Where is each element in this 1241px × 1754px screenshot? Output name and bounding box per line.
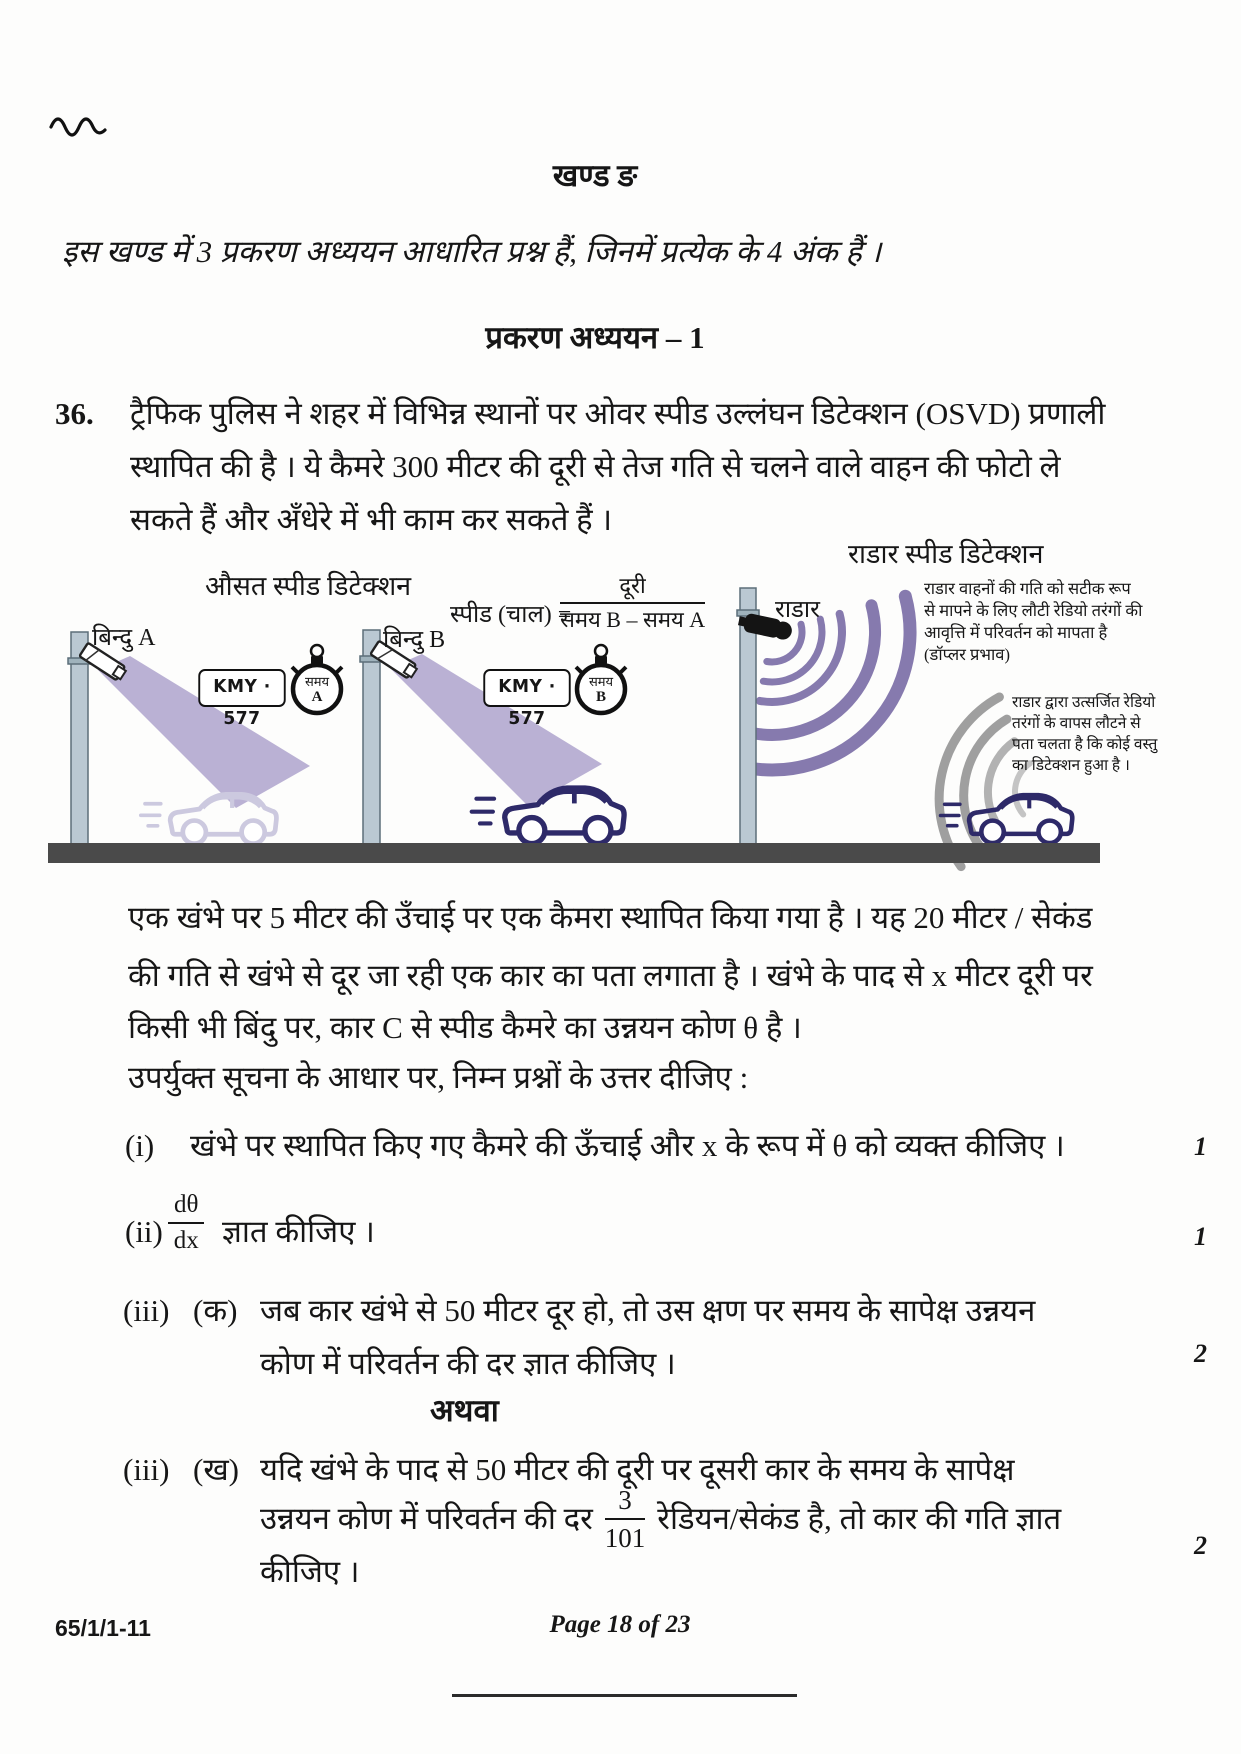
subq3b-marks: 2 — [1194, 1531, 1207, 1560]
subq1-marks: 1 — [1194, 1132, 1207, 1161]
subq3b-sublabel: (ख) — [193, 1452, 240, 1487]
subq1-text: खंभे पर स्थापित किए गए कैमरे की ऊँचाई और x के रूप में θ को व्यक्त कीजिए । — [190, 1128, 1065, 1163]
subq3b-line2-after: रेडियन/सेकंड है, तो कार की गति ज्ञात — [657, 1501, 1062, 1536]
question-line: ट्रैफिक पुलिस ने शहर में विभिन्न स्थानों पर ओवर स्पीड उल्लंघन डिटेक्शन (OSVD) प्रणाली — [130, 396, 1106, 431]
paragraph-line: किसी भी बिंदु पर, कार C से स्पीड कैमरे का उन्नयन कोण θ है । — [128, 1010, 802, 1045]
license-plate-b: KMY · 577 — [483, 669, 570, 707]
stopwatch-a-word: समय — [304, 674, 330, 689]
radar-note-line: से मापने के लिए लौटी रेडियो तरंगों की — [924, 601, 1143, 620]
point-a-label: बिन्दु A — [92, 625, 156, 651]
section-intro: इस खण्ड में 3 प्रकरण अध्ययन आधारित प्रश्न हैं, जिनमें प्रत्येक के 4 अंक हैं । — [62, 234, 882, 269]
subq2-fraction — [168, 1190, 204, 1256]
page-number: Page 18 of 23 — [549, 1611, 691, 1638]
paragraph-line: उपर्युक्त सूचना के आधार पर, निम्न प्रश्नों के उत्तर दीजिए : — [128, 1060, 749, 1095]
paper-code: 65/1/1-11 — [55, 1615, 151, 1641]
subq3a-line: कोण में परिवर्तन की दर ज्ञात कीजिए । — [260, 1346, 676, 1381]
subq3b-fraction — [605, 1484, 646, 1554]
subq3b-line: कीजिए । — [260, 1554, 360, 1589]
stopwatch-b-word: समय — [588, 674, 614, 689]
formula-numerator: दूरी — [560, 572, 705, 604]
or-separator: अथवा — [430, 1393, 499, 1428]
subq2-frac-den: dx — [173, 1227, 199, 1254]
license-plate-a: KMY · 577 — [198, 669, 285, 707]
question-number: 36. — [55, 396, 94, 431]
figure-right-title: राडार स्पीड डिटेक्शन — [848, 539, 1044, 569]
subq3a-marks: 2 — [1194, 1339, 1207, 1368]
subq3a-sublabel: (क) — [193, 1293, 238, 1328]
point-b-label: बिन्दु B — [383, 627, 446, 653]
subq1-label: (i) — [125, 1128, 155, 1163]
stopwatch-a-text — [293, 675, 341, 705]
question-line: सकते हैं और अँधेरे में भी काम कर सकते हैं । — [130, 502, 613, 537]
section-title: खण्ड ङ — [552, 158, 638, 193]
footer-rule — [452, 1694, 797, 1697]
radar-note-line: तरंगों के वापस लौटने से — [1012, 715, 1141, 732]
subq3b-line2-row — [260, 1483, 1061, 1555]
subq2-text: ज्ञात कीजिए । — [222, 1214, 375, 1249]
stopwatch-a-letter: A — [311, 689, 323, 705]
radar-note-line: राडार वाहनों की गति को सटीक रूप — [924, 579, 1131, 598]
radar-note-line: आवृत्ति में परिवर्तन को मापता है — [924, 623, 1108, 642]
subq3b-frac-den: 101 — [604, 1523, 646, 1553]
road — [48, 843, 1100, 863]
radar-label: राडार — [775, 597, 820, 623]
speed-formula-label: स्पीड (चाल) = — [450, 602, 572, 628]
car-middle-icon — [472, 788, 624, 843]
pole-a — [68, 632, 91, 844]
case-study-title: प्रकरण अध्ययन – 1 — [485, 320, 705, 355]
paragraph-line: की गति से खंभे से दूर जा रही एक कार का पता लगाता है । खंभे के पाद से x मीटर दूरी पर — [128, 958, 1093, 993]
radar-note-line: राडार द्वारा उत्सर्जित रेडियो — [1012, 694, 1156, 711]
radar-note-line: पता चलता है कि कोई वस्तु — [1012, 736, 1158, 753]
figure-left-title: औसत स्पीड डिटेक्शन — [205, 571, 412, 601]
subq3a-label: (iii) — [123, 1293, 170, 1328]
radar-note-line: (डॉप्लर प्रभाव) — [924, 645, 1010, 664]
pole-b — [360, 630, 383, 844]
formula-denominator: समय B – समय A — [560, 607, 706, 632]
radar-note-1 — [924, 578, 1142, 666]
paragraph-line: एक खंभे पर 5 मीटर की उँचाई पर एक कैमरा स्थापित किया गया है । यह 20 मीटर / सेकंड — [128, 900, 1093, 935]
subq2-label: (ii) — [125, 1214, 163, 1249]
question-line: स्थापित की है । ये कैमरे 300 मीटर की दूरी से तेज गति से चलने वाले वाहन की फोटो ले — [130, 449, 1061, 484]
car-ghost-icon — [141, 794, 277, 843]
stopwatch-b-text — [577, 675, 625, 705]
radar-note-line: का डिटेक्शन हुआ है । — [1012, 757, 1130, 774]
subq3a-line: जब कार खंभे से 50 मीटर दूर हो, तो उस क्षण पर समय के सापेक्ष उन्नयन — [260, 1293, 1036, 1328]
subq3b-label: (iii) — [123, 1452, 170, 1487]
subq3b-frac-num: 3 — [605, 1484, 646, 1520]
subq3b-line2-before: उन्नयन कोण में परिवर्तन की दर — [260, 1501, 593, 1536]
speed-formula-fraction — [560, 572, 705, 634]
squiggle-mark — [46, 106, 110, 144]
subq2-marks: 1 — [1194, 1222, 1207, 1251]
radar-note-2 — [1012, 692, 1157, 776]
stopwatch-b-letter: B — [595, 689, 606, 705]
subq3b-line: यदि खंभे के पाद से 50 मीटर की दूरी पर दूसरी कार के समय के सापेक्ष — [260, 1452, 1015, 1487]
subq2-frac-num: dθ — [168, 1190, 204, 1224]
